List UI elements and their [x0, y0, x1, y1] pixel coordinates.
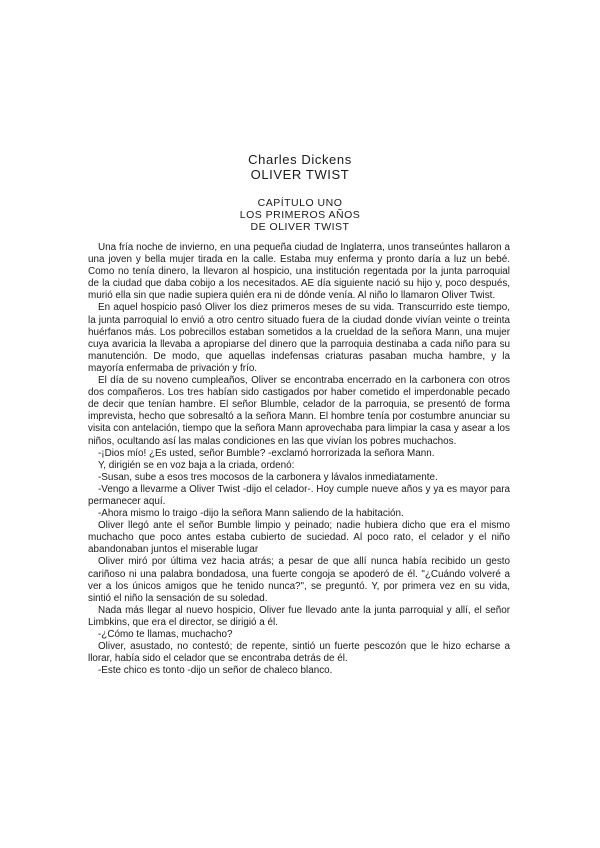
paragraph: Oliver llegó ante el señor Bumble limpio y peinado; nadie hubiera dicho que era el mismo muchacho que poco antes estaba cubierto de suciedad. Al poco rato, el celador y el niño abandonaban juntos el miserable lugar [88, 520, 510, 556]
book-header [0, 152, 600, 182]
paragraph: Oliver miró por última vez hacia atrás; a pesar de que allí nunca había recibido un gesto cariñoso ni una palabra bondadosa, una fuerte congoja se apoderó de él. "¿Cuándo volveré a ver a los únicos amigos que he tenido nunca?", se preguntó. Y, por primera vez en su vida, sintió el niño la sensación de su soledad. [88, 556, 510, 604]
paragraph: Una fría noche de invierno, en una pequeña ciudad de Inglaterra, unos transeúntes hallaron a una joven y bella mujer tirada en la calle. Estaba muy enferma y pronto daría a luz un bebé. Como no tenía dinero, la llevaron al hospicio, una institución regentada por la junta parroquial de la ciudad que daba cobijo a los necesitados. AE día siguiente nació su hijo y, poco después, murió ella sin que nadie supiera quién era ni de dónde venía. Al niño lo llamaron Oliver Twist. [88, 242, 510, 302]
author-name: Charles Dickens [248, 152, 352, 167]
paragraph: El día de su noveno cumpleaños, Oliver se encontraba encerrado en la carbonera con otros dos compañeros. Los tres habían sido castigados por haber cometido el imperdonable pecado de decir que tenían hambre. El señor Blumble, celador de la parroquia, se presentó de forma imprevista, hecho que sobresaltó a la señora Mann. El hombre tenía por costumbre anunciar su visita con antelación, tiempo que la señora Mann aprovechaba para limpiar la casa y asear a los niños, ocultando así las malas condiciones en las que vivían los pobres muchachos. [88, 375, 510, 447]
chapter-label: CAPÍTULO UNO [257, 197, 343, 209]
book-title: OLIVER TWIST [250, 167, 350, 182]
chapter-subtitle-line1: LOS PRIMEROS AÑOS [239, 209, 361, 221]
paragraph: Oliver, asustado, no contestó; de repente, sintió un fuerte pescozón que le hizo echarse a llorar, había sido el celador que se encontraba detrás de él. [88, 641, 510, 665]
paragraph: -¿Cómo te llamas, muchacho? [98, 629, 233, 640]
paragraph: -Ahora mismo lo traigo -dijo la señora Mann saliendo de la habitación. [98, 508, 404, 520]
chapter-body [88, 242, 510, 677]
paragraph: Y, dirigién se en voz baja a la criada, ordenó: [98, 459, 295, 471]
chapter-subtitle-line2: DE OLIVER TWIST [250, 221, 350, 233]
chapter-heading [0, 197, 600, 233]
paragraph: -Este chico es tonto -dijo un señor de chaleco blanco. [98, 665, 333, 677]
paragraph: En aquel hospicio pasó Oliver los diez primeros meses de su vida. Transcurrido este tiempo, la junta parroquial lo envió a otro centro situado fuera de la ciudad donde vivían veinte o treinta huérfanos más. Los pobrecillos estaban sometidos a la crueldad de la señora Mann, una mujer cuya avaricia la llevaba a apropiarse del dinero que la parroquia destinaba a cada niño para su manutención. De modo, que aquellas indefensas criaturas pasaban mucha hambre, y la mayoría enfermaba de privación y frío. [88, 302, 510, 374]
paragraph: -¡Dios mío! ¿Es usted, señor Bumble? -exclamó horrorizada la señora Mann. [98, 447, 435, 459]
paragraph: Nada más llegar al nuevo hospicio, Oliver fue llevado ante la junta parroquial y allí, el señor Limbkins, que era el director, se dirigió a él. [88, 604, 510, 628]
paragraph: -Vengo a llevarme a Oliver Twist -dijo el celador-. Hoy cumple nueve años y ya es mayor para permanecer aquí. [88, 483, 510, 507]
paragraph: -Susan, sube a esos tres mocosos de la carbonera y lávalos inmediatamente. [98, 471, 438, 483]
